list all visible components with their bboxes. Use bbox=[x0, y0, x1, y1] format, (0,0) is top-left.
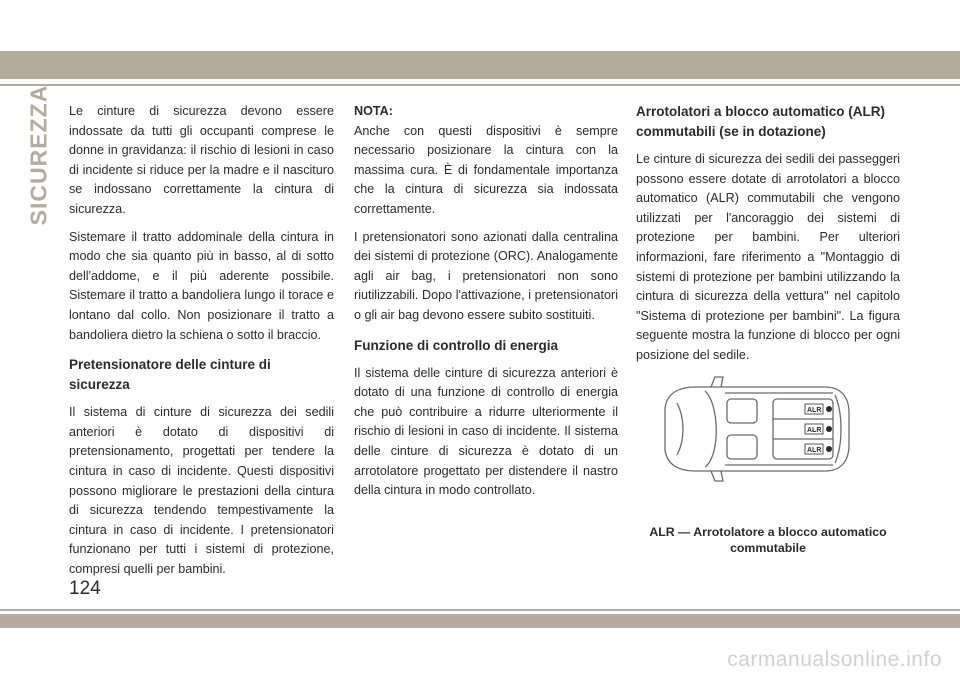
note-label: NOTA: bbox=[354, 104, 393, 118]
footer-rule bbox=[0, 609, 960, 611]
front-seat bbox=[727, 435, 757, 459]
paragraph: I pretensionatori sono azionati dalla centralina dei sistemi di protezione (ORC). Analogamente agli air bag, i pretensionatori non sono riutilizzabili. Dopo l'attivazione, i pretensionatori o gli air bag devono essere subito sostituiti. bbox=[354, 229, 618, 322]
paragraph: Il sistema delle cinture di sicurezza anteriori è dotato di una funzione di controllo di energia che può contribuire a ridurre ulteriormente il rischio di lesioni in caso di incidente. Il sistema delle cinture di sicurezza è dotato di un arrotolatore progettato per distendere il nastro della cintura in modo controllato. bbox=[354, 365, 618, 498]
section-heading: Pretensionatore delle cinture di sicurezza bbox=[69, 357, 271, 393]
watermark: carmanualsonline.info bbox=[727, 648, 942, 671]
rear-window bbox=[835, 395, 841, 463]
column-2 bbox=[354, 102, 618, 509]
header-rule bbox=[0, 84, 960, 86]
paragraph: Il sistema di cinture di sicurezza dei sedili anteriori è dotato di dispositivi di pretensionamento, progettati per tendere la cintura in caso di incidente. Questi dispositivi possono migliorare le prestazioni della cintura di sicurezza tendendo tempestivamente la cintura in caso di incidente. I pretensionatori funzionano per tutti i sistemi di protezione, compresi quelli per bambini. bbox=[69, 405, 334, 576]
mirror bbox=[711, 377, 723, 387]
header-band bbox=[0, 51, 960, 79]
alr-vehicle-figure bbox=[655, 373, 855, 483]
retractor-icon bbox=[826, 406, 832, 412]
front-seat bbox=[727, 399, 757, 423]
section-tab-label: SICUREZZA bbox=[25, 84, 52, 226]
section-tab bbox=[23, 84, 55, 226]
column-1 bbox=[69, 102, 334, 587]
windshield bbox=[705, 391, 716, 467]
figure-caption: ALR — Arrotolatore a blocco automatico commutabile bbox=[649, 525, 887, 555]
note-text: Anche con questi dispositivi è sempre necessario posizionare la cintura con la massima cura. È di fondamentale importanza che la cintura di sicurezza sia indossata correttamente. bbox=[354, 123, 618, 216]
rear-bench bbox=[773, 399, 833, 459]
section-heading: Arrotolatori a blocco automatico (ALR) commutabili (se in dotazione) bbox=[636, 104, 886, 139]
page-number: 124 bbox=[69, 578, 101, 599]
alr-tag: ALR bbox=[807, 407, 822, 414]
hood-line bbox=[677, 403, 683, 455]
paragraph: Sistemare il tratto addominale della cintura in modo che sia quanto più in basso, al di sotto dell'addome, e il più aderente possibile. Sistemare il tratto a bandoliera lungo il torace e lontano dal collo. Non posizionare il tratto a bandoliera dietro la schiena o sotto il braccio. bbox=[69, 229, 334, 342]
footer-band bbox=[0, 614, 960, 628]
retractor-icon bbox=[826, 446, 832, 452]
column-3 bbox=[636, 102, 900, 374]
paragraph: Le cinture di sicurezza devono essere indossate da tutti gli occupanti comprese le donne in gravidanza: il rischio di lesioni in caso di incidente si riduce per la madre e il nascituro se indossano correttamente la cintura di sicurezza. bbox=[69, 104, 334, 216]
alr-tag: ALR bbox=[807, 447, 822, 454]
alr-tag: ALR bbox=[807, 427, 822, 434]
paragraph: Le cinture di sicurezza dei sedili dei passeggeri possono essere dotate di arrotolatori a blocco automatico (ALR) commutabili che vengono utilizzati per l'ancoraggio dei sistemi di protezione per bambini. Per ulteriori informazioni, fare riferimento a "Montaggio di sistemi di protezione per bambini utilizzando la cintura di sicurezza della vettura" nel capitolo "Sistema di protezione per bambini". La figura seguente mostra la funzione di blocco per ogni posizione del sedile. bbox=[636, 152, 900, 362]
retractor-icon bbox=[826, 426, 832, 432]
mirror bbox=[711, 471, 723, 481]
note bbox=[354, 102, 618, 220]
section-heading: Funzione di controllo di energia bbox=[354, 337, 559, 353]
